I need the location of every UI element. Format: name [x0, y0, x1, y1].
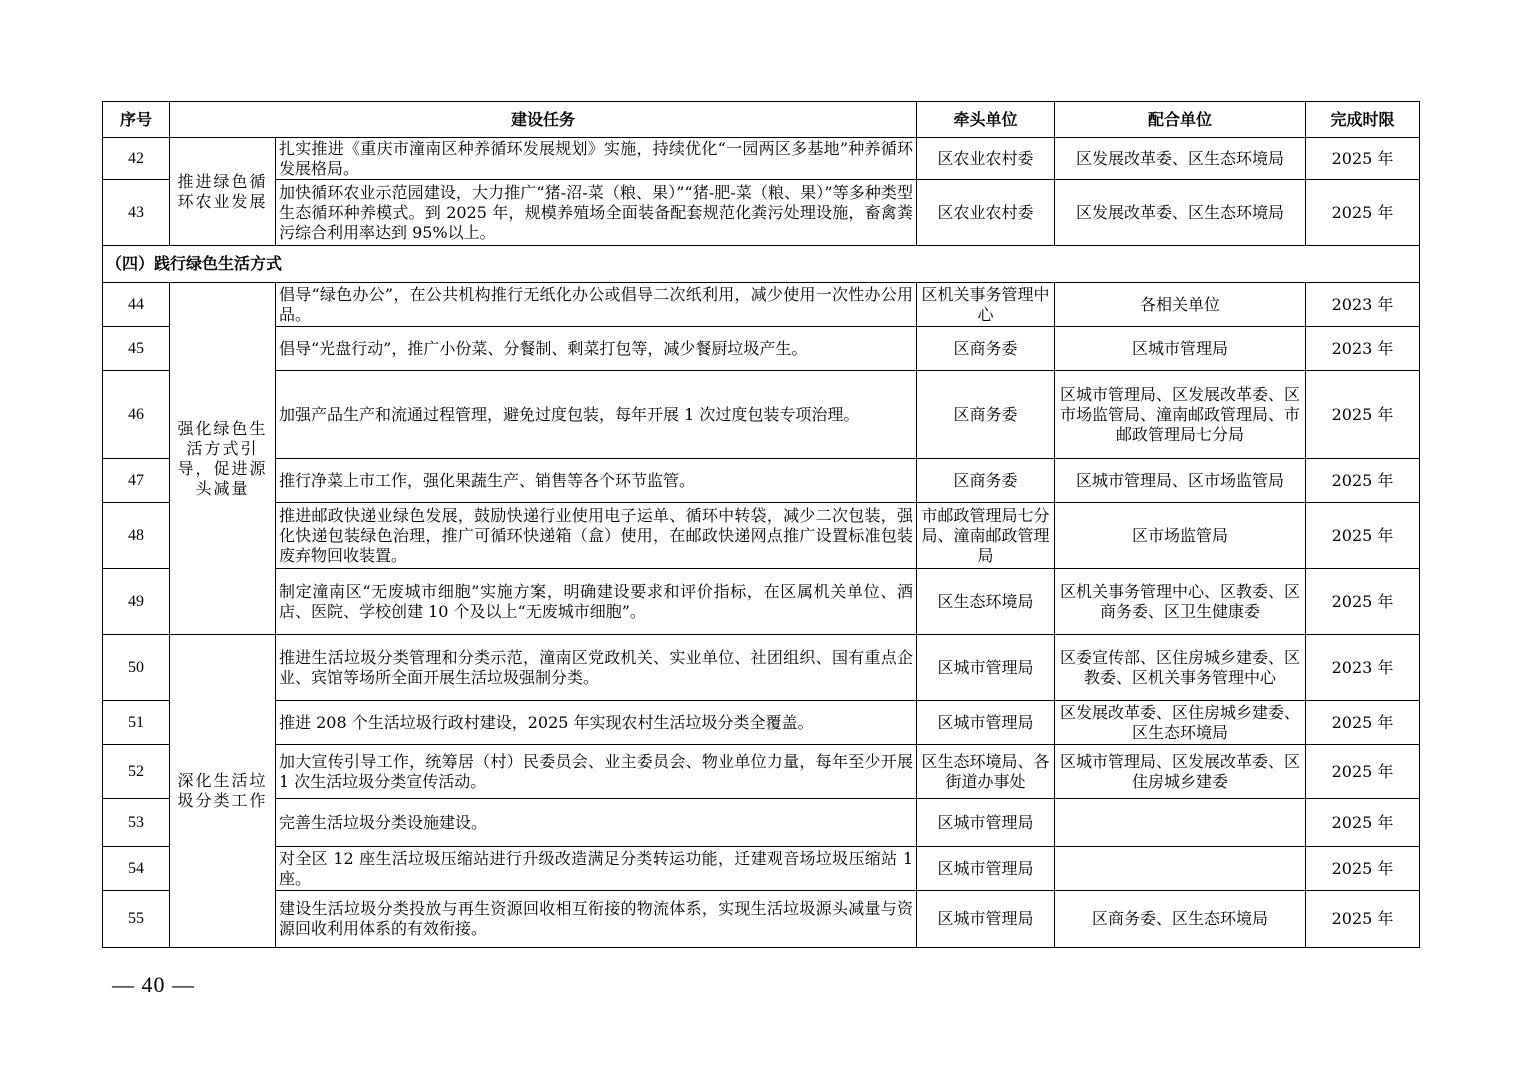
lead-unit-cell: 市邮政管理局七分局、潼南邮政管理局: [917, 503, 1055, 569]
row-number: 52: [103, 745, 170, 799]
deadline-cell: 2023 年: [1306, 327, 1420, 371]
lead-unit-cell: 区商务委: [917, 327, 1055, 371]
row-number: 50: [103, 635, 170, 701]
task-cell: 推进邮政快递业绿色发展，鼓励快递行业使用电子运单、循环中转袋，减少二次包装，强化快递包装绿色治理，推广可循环快递箱（盒）使用，在邮政快递网点推广设置标准包装废弃物回收装置。: [276, 503, 917, 569]
support-unit-cell: [1055, 799, 1306, 847]
row-number: 43: [103, 180, 170, 246]
header-deadline: 完成时限: [1306, 102, 1420, 138]
support-unit-cell: 区发展改革委、区生态环境局: [1055, 180, 1306, 246]
table-row: [103, 701, 1420, 745]
deadline-cell: 2025 年: [1306, 569, 1420, 635]
deadline-cell: 2025 年: [1306, 847, 1420, 891]
header-row: [103, 102, 1420, 138]
deadline-cell: 2023 年: [1306, 283, 1420, 327]
support-unit-cell: 区城市管理局: [1055, 327, 1306, 371]
table-row: [103, 459, 1420, 503]
table-row: [103, 799, 1420, 847]
lead-unit-cell: 区农业农村委: [917, 180, 1055, 246]
support-unit-cell: 区发展改革委、区生态环境局: [1055, 138, 1306, 180]
row-number: 48: [103, 503, 170, 569]
table-row: [103, 503, 1420, 569]
deadline-cell: 2023 年: [1306, 635, 1420, 701]
category-cell: 强化绿色生活方式引导，促进源头减量: [170, 283, 276, 635]
deadline-cell: 2025 年: [1306, 371, 1420, 459]
task-cell: 倡导“光盘行动”，推广小份菜、分餐制、剩菜打包等，减少餐厨垃圾产生。: [276, 327, 917, 371]
deadline-cell: 2025 年: [1306, 138, 1420, 180]
lead-unit-cell: 区商务委: [917, 371, 1055, 459]
table-row: [103, 138, 1420, 180]
task-table: [102, 101, 1420, 948]
lead-unit-cell: 区商务委: [917, 459, 1055, 503]
header-support-unit: 配合单位: [1055, 102, 1306, 138]
section-row: [103, 246, 1420, 283]
lead-unit-cell: 区城市管理局: [917, 891, 1055, 948]
table-row: [103, 569, 1420, 635]
task-cell: 扎实推进《重庆市潼南区种养循环发展规划》实施，持续优化“一园两区多基地”种养循环发展格局。: [276, 138, 917, 180]
task-cell: 推行净菜上市工作，强化果蔬生产、销售等各个环节监管。: [276, 459, 917, 503]
lead-unit-cell: 区生态环境局、各街道办事处: [917, 745, 1055, 799]
table-row: [103, 635, 1420, 701]
lead-unit-cell: 区城市管理局: [917, 701, 1055, 745]
support-unit-cell: 区城市管理局、区市场监管局: [1055, 459, 1306, 503]
table-row: [103, 847, 1420, 891]
table-row: [103, 745, 1420, 799]
support-unit-cell: 区委宣传部、区住房城乡建委、区教委、区机关事务管理中心: [1055, 635, 1306, 701]
row-number: 44: [103, 283, 170, 327]
row-number: 47: [103, 459, 170, 503]
deadline-cell: 2025 年: [1306, 799, 1420, 847]
task-cell: 制定潼南区“无废城市细胞”实施方案，明确建设要求和评价指标，在区属机关单位、酒店、医院、学校创建 10 个及以上“无废城市细胞”。: [276, 569, 917, 635]
row-number: 54: [103, 847, 170, 891]
row-number: 49: [103, 569, 170, 635]
support-unit-cell: 区市场监管局: [1055, 503, 1306, 569]
lead-unit-cell: 区城市管理局: [917, 847, 1055, 891]
deadline-cell: 2025 年: [1306, 503, 1420, 569]
table-row: [103, 283, 1420, 327]
table-row: [103, 891, 1420, 948]
page-number: — 40 —: [112, 972, 195, 997]
category-cell: 深化生活垃圾分类工作: [170, 635, 276, 948]
row-number: 46: [103, 371, 170, 459]
task-cell: 加快循环农业示范园建设，大力推广“猪-沼-菜（粮、果）”“猪-肥-菜（粮、果）”等多种类型生态循环种养模式。到 2025 年，规模养殖场全面装备配套规范化粪污处理设施，畜禽粪污综合利用率达到 95%以上。: [276, 180, 917, 246]
row-number: 51: [103, 701, 170, 745]
task-cell: 推进 208 个生活垃圾行政村建设，2025 年实现农村生活垃圾分类全覆盖。: [276, 701, 917, 745]
deadline-cell: 2025 年: [1306, 891, 1420, 948]
header-no: 序号: [103, 102, 170, 138]
support-unit-cell: 区城市管理局、区发展改革委、区住房城乡建委: [1055, 745, 1306, 799]
support-unit-cell: 区商务委、区生态环境局: [1055, 891, 1306, 948]
table-row: [103, 180, 1420, 246]
task-cell: 完善生活垃圾分类设施建设。: [276, 799, 917, 847]
table-row: [103, 371, 1420, 459]
row-number: 42: [103, 138, 170, 180]
lead-unit-cell: 区农业农村委: [917, 138, 1055, 180]
lead-unit-cell: 区生态环境局: [917, 569, 1055, 635]
support-unit-cell: 区机关事务管理中心、区教委、区商务委、区卫生健康委: [1055, 569, 1306, 635]
row-number: 53: [103, 799, 170, 847]
support-unit-cell: 各相关单位: [1055, 283, 1306, 327]
category-cell: 推进绿色循环农业发展: [170, 138, 276, 246]
support-unit-cell: 区城市管理局、区发展改革委、区市场监管局、潼南邮政管理局、市邮政管理局七分局: [1055, 371, 1306, 459]
section-heading: （四）践行绿色生活方式: [103, 246, 1420, 283]
task-cell: 倡导“绿色办公”，在公共机构推行无纸化办公或倡导二次纸利用，减少使用一次性办公用品。: [276, 283, 917, 327]
table-row: [103, 327, 1420, 371]
header-task: 建设任务: [170, 102, 917, 138]
task-cell: 推进生活垃圾分类管理和分类示范，潼南区党政机关、实业单位、社团组织、国有重点企业、宾馆等场所全面开展生活垃圾强制分类。: [276, 635, 917, 701]
task-cell: 对全区 12 座生活垃圾压缩站进行升级改造满足分类转运功能，迁建观音场垃圾压缩站 1 座。: [276, 847, 917, 891]
row-number: 45: [103, 327, 170, 371]
lead-unit-cell: 区城市管理局: [917, 635, 1055, 701]
task-cell: 建设生活垃圾分类投放与再生资源回收相互衔接的物流体系，实现生活垃圾源头减量与资源回收利用体系的有效衔接。: [276, 891, 917, 948]
task-cell: 加强产品生产和流通过程管理，避免过度包装，每年开展 1 次过度包装专项治理。: [276, 371, 917, 459]
support-unit-cell: [1055, 847, 1306, 891]
deadline-cell: 2025 年: [1306, 459, 1420, 503]
lead-unit-cell: 区城市管理局: [917, 799, 1055, 847]
deadline-cell: 2025 年: [1306, 180, 1420, 246]
support-unit-cell: 区发展改革委、区住房城乡建委、区生态环境局: [1055, 701, 1306, 745]
lead-unit-cell: 区机关事务管理中心: [917, 283, 1055, 327]
row-number: 55: [103, 891, 170, 948]
deadline-cell: 2025 年: [1306, 701, 1420, 745]
deadline-cell: 2025 年: [1306, 745, 1420, 799]
header-lead-unit: 牵头单位: [917, 102, 1055, 138]
task-cell: 加大宣传引导工作，统筹居（村）民委员会、业主委员会、物业单位力量，每年至少开展 1 次生活垃圾分类宣传活动。: [276, 745, 917, 799]
